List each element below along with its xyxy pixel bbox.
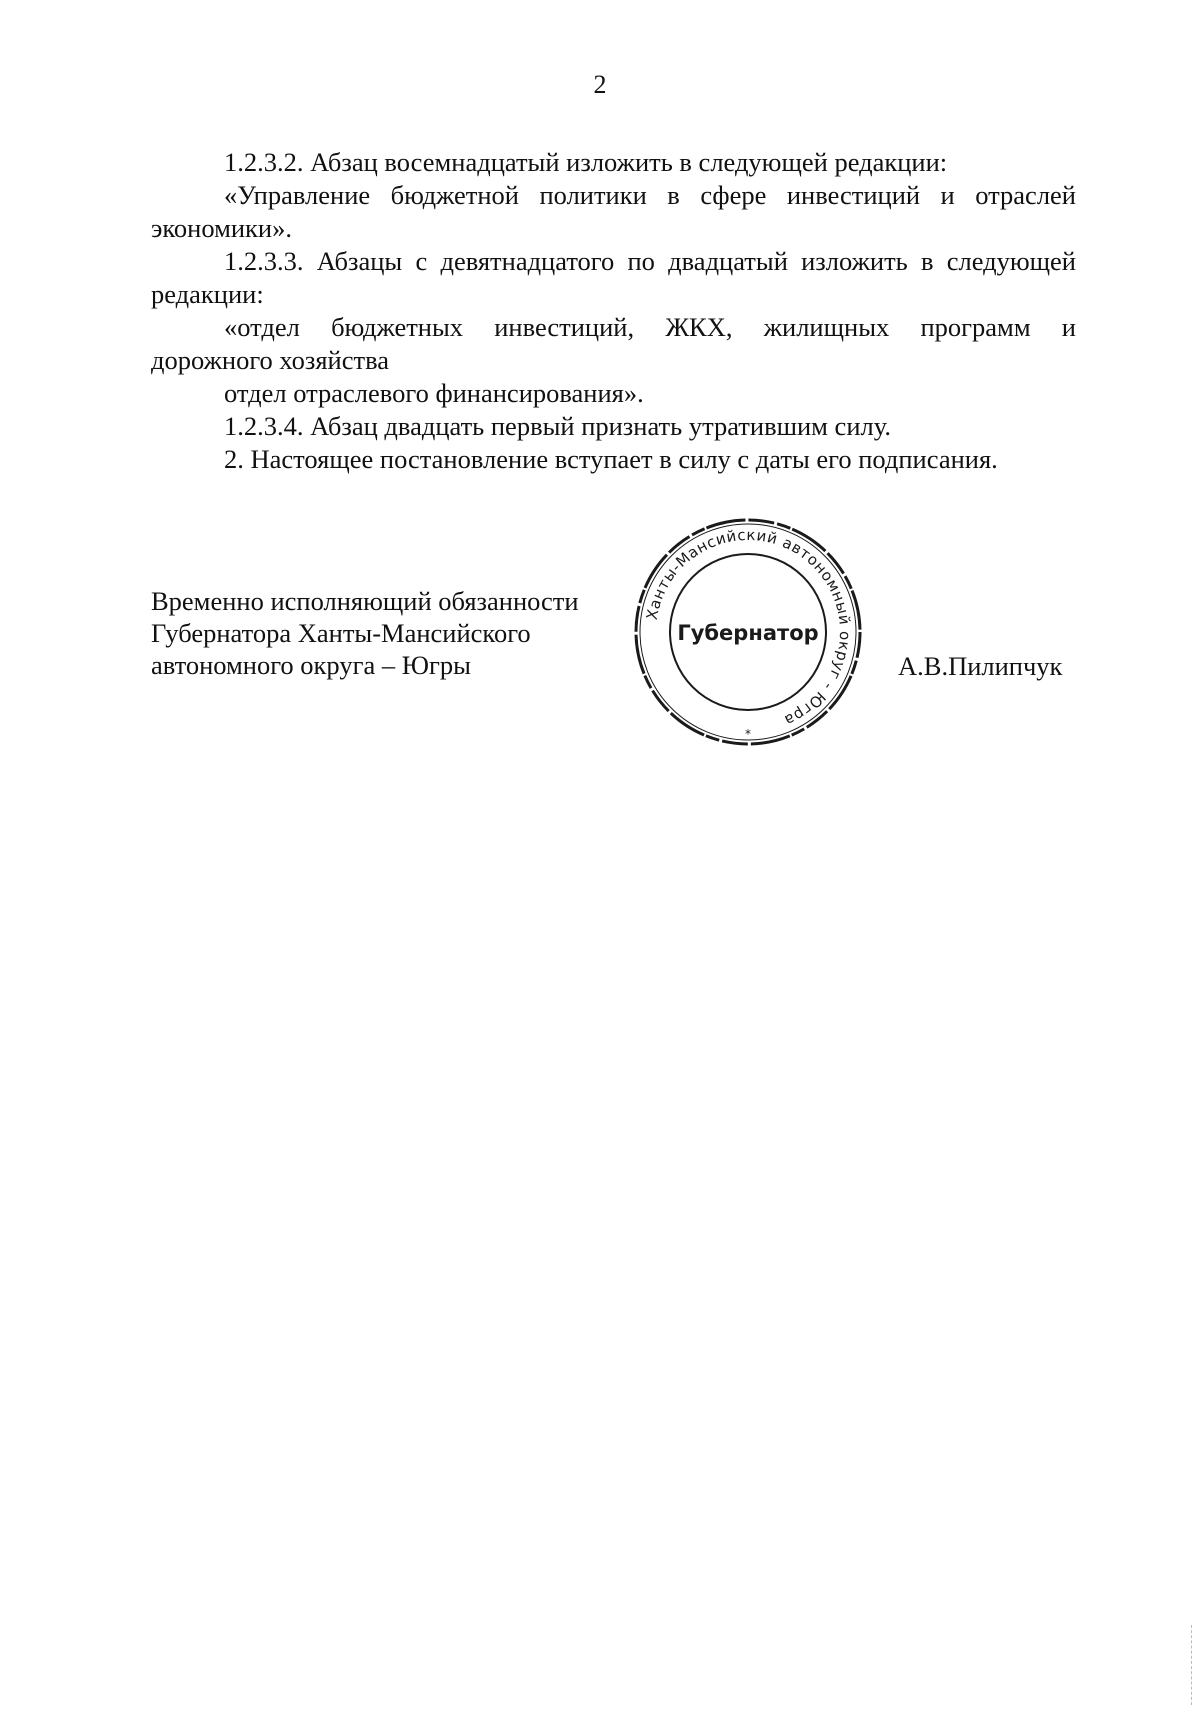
- signatory-position-line-3: автономного округа – Югры: [151, 650, 471, 680]
- paragraph-quote-line-1: «Управление бюджетной политики в сфере инвестиций и отраслей: [224, 180, 1076, 210]
- seal-ring-text: Ханты-Мансийский автономный округ - Югра: [642, 525, 855, 730]
- signatory-name: А.В.Пилипчук: [898, 651, 1063, 681]
- paragraph-1-2-3-3-line-1: 1.2.3.3. Абзацы с девятнадцатого по двадцатый изложить в следующей: [224, 246, 1076, 276]
- signatory-position: [151, 585, 579, 681]
- paragraph-departments-line-2: дорожного хозяйства: [151, 345, 389, 375]
- page-number: 2: [593, 70, 607, 99]
- paragraph-1-2-3-4: 1.2.3.4. Абзац двадцать первый признать утратившим силу.: [224, 411, 891, 441]
- seal-star-icon: *: [745, 727, 751, 741]
- signatory-position-line-1: Временно исполняющий обязанности: [151, 586, 579, 616]
- paragraph-1-2-3-3-line-2: редакции:: [151, 279, 264, 309]
- seal-center-text: Губернатор: [677, 621, 819, 645]
- paragraph-sector-financing: отдел отраслевого финансирования».: [224, 378, 644, 408]
- governor-seal: [628, 512, 868, 752]
- paragraph-1-2-3-2: 1.2.3.2. Абзац восемнадцатый изложить в следующей редакции:: [224, 147, 948, 177]
- signatory-position-line-2: Губернатора Ханты-Мансийского: [151, 618, 531, 648]
- paragraph-effective-date: 2. Настоящее постановление вступает в силу с даты его подписания.: [224, 444, 998, 474]
- paragraph-quote-line-2: экономики».: [151, 213, 292, 243]
- scan-edge-mark: [1191, 1625, 1194, 1705]
- paragraph-departments-line-1: «отдел бюджетных инвестиций, ЖКХ, жилищных программ и: [224, 312, 1076, 342]
